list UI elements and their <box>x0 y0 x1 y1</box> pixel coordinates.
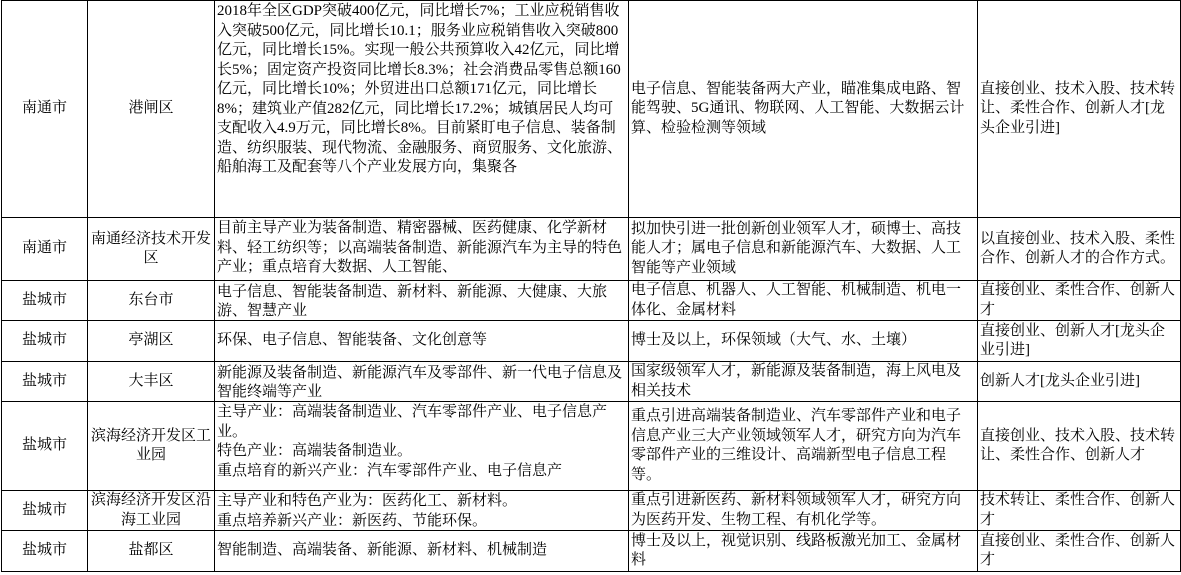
talent-cell: 电子信息、智能装备两大产业，瞄准集成电路、智能驾驶、5G通讯、物联网、人工智能、大数据云计算、检验检测等领域 <box>629 1 978 218</box>
industry-text: 环保、电子信息、智能装备、文化创意等 <box>217 332 488 349</box>
industry-cell <box>215 218 629 281</box>
table-row <box>2 402 1181 491</box>
industry-text: 智能制造、高端装备、新能源、新材料、机械制造 <box>217 542 548 559</box>
industry-text: 目前主导产业为装备制造、精密器械、医药健康、化学新材料、轻工纺织等；以高端装备制造、新能源汽车为主导的特色产业；重点培育大数据、人工智能、 <box>217 220 623 275</box>
talent-cell: 博士及以上，视觉识别、线路板激光加工、金属材料 <box>629 531 978 572</box>
industry-text: 主导产业和特色产业为：医药化工、新材料。 <box>217 493 518 509</box>
city-cell: 盐城市 <box>2 491 88 531</box>
industry-text: 重点培养新兴产业：新医药、节能环保。 <box>217 512 488 529</box>
industry-text: 2018年全区GDP突破400亿元，同比增长7%；工业应税销售收入突破500亿元，同比增长10.1；服务业应税销售收入突破800亿元，同比增长15%。实现一般公共预算收入42亿元，同比增长5%；固定资产投资同比增长8.3%；社会消费品零售总额160亿元，同比增长10%；外贸进出口总额171亿元，同比增长8%；建筑业产值282亿元，同比增长17.2%；城镇居民人均可支配收入4.9万元，同比增长8%。目前紧盯电子信息、装备制造、纺织服装、现代物流、金融服务、商贸服务、文化旅游、船舶海工及配套等八个产业发展方向，集聚各 <box>217 3 623 175</box>
cooperation-mode-cell: 以直接创业、技术入股、柔性合作、创新人才的合作方式。 <box>978 218 1181 281</box>
cooperation-mode-cell: 直接创业、柔性合作、创新人才 <box>978 531 1181 572</box>
district-cell: 大丰区 <box>88 362 215 402</box>
industry-cell <box>215 281 629 321</box>
talent-cell: 重点引进高端装备制造业、汽车零部件产业和电子信息产业三大产业领域领军人才，研究方向为汽车零部件产业的三维设计、高端新型电子信息工程等。 <box>629 402 978 491</box>
industry-text: 新能源及装备制造、新能源汽车及零部件、新一代电子信息及智能终端等产业 <box>217 364 623 400</box>
city-cell: 南通市 <box>2 1 88 218</box>
talent-cell: 国家级领军人才，新能源及装备制造，海上风电及相关技术 <box>629 362 978 402</box>
industry-text: 特色产业：高端装备制造业。 <box>217 443 413 459</box>
cooperation-mode-cell: 创新人才[龙头企业引进] <box>978 362 1181 402</box>
city-cell: 盐城市 <box>2 402 88 491</box>
district-cell: 亭湖区 <box>88 321 215 362</box>
industry-text: 电子信息、智能装备制造、新材料、新能源、大健康、大旅游、智慧产业 <box>217 283 608 319</box>
talent-cell: 博士及以上，环保领域（大气、水、土壤） <box>629 321 978 362</box>
table-row <box>2 362 1181 402</box>
cooperation-mode-cell: 直接创业、技术入股、技术转让、柔性合作、创新人才 <box>978 402 1181 491</box>
city-cell: 盐城市 <box>2 362 88 402</box>
industry-cell <box>215 1 629 218</box>
district-cell: 港闸区 <box>88 1 215 218</box>
table-row <box>2 281 1181 321</box>
talent-demand-table <box>1 0 1181 572</box>
table-row <box>2 531 1181 572</box>
industry-cell <box>215 402 629 491</box>
district-cell: 滨海经济开发区沿海工业园 <box>88 491 215 531</box>
table-row <box>2 491 1181 531</box>
talent-cell: 重点引进新医药、新材料领域领军人才，研究方向为医药开发、生物工程、有机化学等。 <box>629 491 978 531</box>
industry-text: 主导产业：高端装备制造业、汽车零部件产业、电子信息产业。 <box>217 404 608 440</box>
city-cell: 南通市 <box>2 218 88 281</box>
district-cell: 盐都区 <box>88 531 215 572</box>
table-row <box>2 321 1181 362</box>
cooperation-mode-cell: 直接创业、柔性合作、创新人才 <box>978 281 1181 321</box>
industry-cell <box>215 531 629 572</box>
cooperation-mode-cell: 技术转让、柔性合作、创新人才 <box>978 491 1181 531</box>
industry-cell <box>215 491 629 531</box>
table-row <box>2 218 1181 281</box>
cooperation-mode-cell: 直接创业、创新人才[龙头企业引进] <box>978 321 1181 362</box>
industry-text: 重点培育的新兴产业：汽车零部件产业、电子信息产 <box>217 462 563 479</box>
cooperation-mode-cell: 直接创业、技术入股、技术转让、柔性合作、创新人才[龙头企业引进] <box>978 1 1181 218</box>
city-cell: 盐城市 <box>2 281 88 321</box>
talent-cell: 拟加快引进一批创新创业领军人才，硕博士、高技能人才；属电子信息和新能源汽车、大数据、人工智能等产业领域 <box>629 218 978 281</box>
district-cell: 滨海经济开发区工业园 <box>88 402 215 491</box>
talent-cell: 电子信息、机器人、人工智能、机械制造、机电一体化、金属材料 <box>629 281 978 321</box>
district-cell: 南通经济技术开发区 <box>88 218 215 281</box>
city-cell: 盐城市 <box>2 321 88 362</box>
industry-cell <box>215 321 629 362</box>
industry-cell <box>215 362 629 402</box>
city-cell: 盐城市 <box>2 531 88 572</box>
district-cell: 东台市 <box>88 281 215 321</box>
table-row <box>2 1 1181 218</box>
